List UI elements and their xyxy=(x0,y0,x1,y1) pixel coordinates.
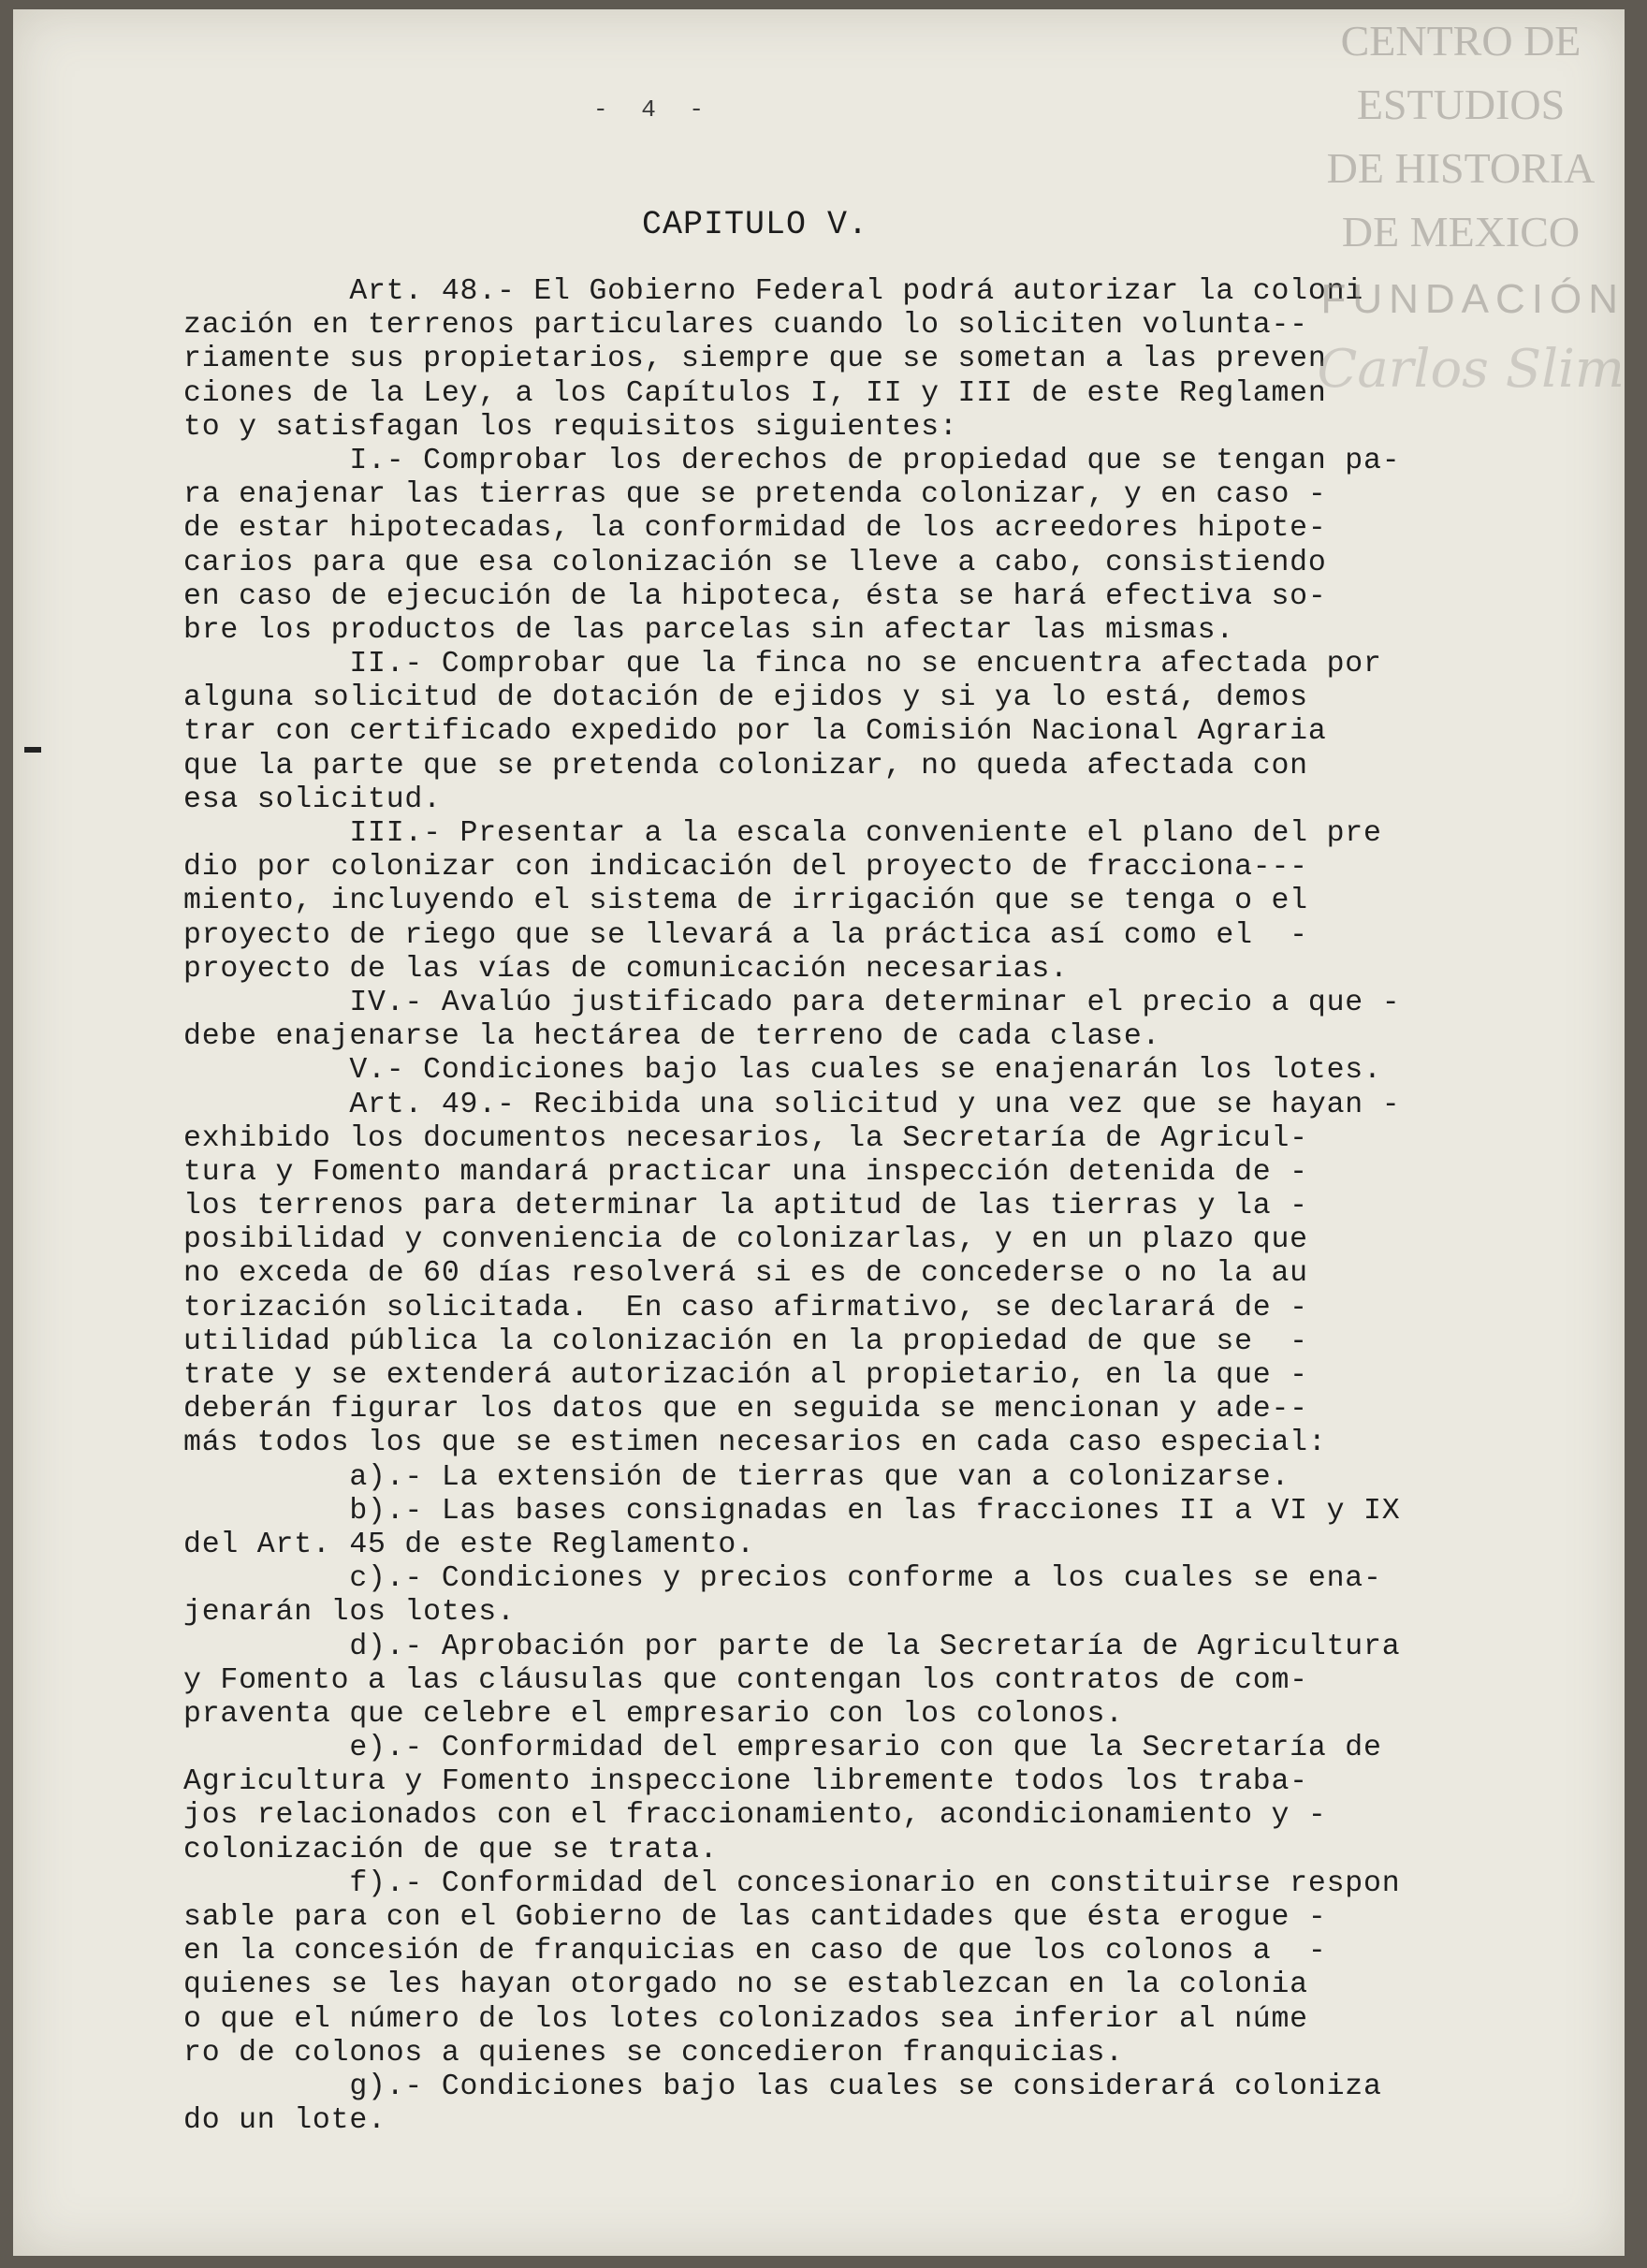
text-line: do un lote. xyxy=(183,2104,386,2138)
watermark-line: CENTRO DE xyxy=(1340,17,1581,65)
text-line: zación en terrenos particulares cuando lo soliciten volunta-- xyxy=(183,309,1308,343)
text-line: IV.- Avalúo justificado para determinar el precio a que - xyxy=(183,986,1401,1019)
text-line: ro de colonos a quienes se concedieron franquicias. xyxy=(183,2036,1124,2070)
text-line: riamente sus propietarios, siempre que se sometan a las preven xyxy=(183,343,1327,376)
text-line: colonización de que se trata. xyxy=(183,1833,719,1866)
text-line: to y satisfagan los requisitos siguientes: xyxy=(183,410,958,444)
text-line: b).- Las bases consignadas en las fracciones II a VI y IX xyxy=(183,1494,1401,1528)
text-line: sable para con el Gobierno de las cantidades que ésta erogue - xyxy=(183,1901,1327,1934)
text-line: proyecto de las vías de comunicación necesarias. xyxy=(183,952,1069,986)
watermark-line: ESTUDIOS xyxy=(1356,80,1566,128)
text-line: e).- Conformidad del empresario con que la Secretaría de xyxy=(183,1732,1382,1765)
text-line: quienes se les hayan otorgado no se establezcan en la colonia xyxy=(183,1968,1308,2002)
text-line: de estar hipotecadas, la conformidad de los acreedores hipote- xyxy=(183,512,1327,546)
text-line: y Fomento a las cláusulas que contengan los contratos de com- xyxy=(183,1663,1308,1697)
text-line: miento, incluyendo el sistema de irrigación que se tenga o el xyxy=(183,885,1308,918)
document-page xyxy=(13,9,1625,2256)
text-line: bre los productos de las parcelas sin afectar las mismas. xyxy=(183,613,1235,647)
watermark-signature: Carlos Slim xyxy=(1317,339,1625,400)
text-line: trate y se extenderá autorización al propietario, en la que - xyxy=(183,1359,1308,1392)
text-line: a).- La extensión de tierras que van a colonizarse. xyxy=(183,1460,1290,1494)
text-line: tura y Fomento mandará practicar una inspección detenida de - xyxy=(183,1155,1308,1189)
text-line: alguna solicitud de dotación de ejidos y si ya lo está, demos xyxy=(183,681,1308,715)
text-line: jenarán los lotes. xyxy=(183,1596,516,1630)
text-line: Art. 49.- Recibida una solicitud y una vez que se hayan - xyxy=(183,1088,1401,1121)
text-line: esa solicitud. xyxy=(183,783,442,816)
text-line: que la parte que se pretenda colonizar, no queda afectada con xyxy=(183,749,1308,783)
text-line: más todos los que se estimen necesarios en cada caso especial: xyxy=(183,1427,1327,1460)
text-line: en la concesión de franquicias en caso de que los colonos a - xyxy=(183,1935,1327,1968)
text-line: posibilidad y conveniencia de colonizarlas, y en un plazo que xyxy=(183,1223,1308,1257)
text-line: g).- Condiciones bajo las cuales se considerará coloniza xyxy=(183,2070,1382,2103)
text-line: proyecto de riego que se llevará a la práctica así como el - xyxy=(183,918,1308,952)
text-line: no exceda de 60 días resolverá si es de concederse o no la au xyxy=(183,1257,1308,1291)
text-line: torización solicitada. En caso afirmativo, se declarará de - xyxy=(183,1291,1308,1324)
text-line: o que el número de los lotes colonizados sea inferior al núme xyxy=(183,2002,1308,2036)
text-line: III.- Presentar a la escala conveniente el plano del pre xyxy=(183,817,1382,850)
text-line: Agricultura y Fomento inspeccione libremente todos los traba- xyxy=(183,1765,1308,1799)
margin-mark xyxy=(24,747,41,753)
text-line: ra enajenar las tierras que se pretenda colonizar, y en caso - xyxy=(183,478,1327,512)
text-line: II.- Comprobar que la finca no se encuentra afectada por xyxy=(183,648,1382,681)
text-line: dio por colonizar con indicación del proyecto de fracciona--- xyxy=(183,851,1308,885)
watermark-line: DE HISTORIA xyxy=(1326,144,1596,192)
text-line: en caso de ejecución de la hipoteca, ésta se hará efectiva so- xyxy=(183,579,1327,613)
chapter-heading: CAPITULO V. xyxy=(642,206,869,243)
text-line: exhibido los documentos necesarios, la Secretaría de Agricul- xyxy=(183,1121,1308,1155)
text-line: praventa que celebre el empresario con los colonos. xyxy=(183,1697,1124,1731)
text-line: I.- Comprobar los derechos de propiedad que se tengan pa- xyxy=(183,444,1401,477)
text-line: trar con certificado expedido por la Comisión Nacional Agraria xyxy=(183,715,1327,749)
body-text xyxy=(183,275,1494,2138)
text-line: Art. 48.- El Gobierno Federal podrá autorizar la coloni xyxy=(183,275,1363,308)
text-line: d).- Aprobación por parte de la Secretaría de Agricultura xyxy=(183,1630,1401,1663)
text-line: deberán figurar los datos que en seguida se mencionan y ade-- xyxy=(183,1393,1308,1427)
watermark-line: DE MEXICO xyxy=(1341,208,1581,256)
text-line: f).- Conformidad del concesionario en constituirse respon xyxy=(183,1866,1401,1900)
text-line: utilidad pública la colonización en la propiedad de que se - xyxy=(183,1324,1308,1358)
text-line: los terrenos para determinar la aptitud de las tierras y la - xyxy=(183,1190,1308,1223)
text-line: debe enajenarse la hectárea de terreno de cada clase. xyxy=(183,1020,1161,1054)
archive-watermark xyxy=(1297,9,1625,264)
page-number: - 4 - xyxy=(593,95,714,124)
text-line: V.- Condiciones bajo las cuales se enajenarán los lotes. xyxy=(183,1054,1382,1088)
watermark-fundacion: FUNDACIÓN xyxy=(1320,276,1625,322)
text-line: del Art. 45 de este Reglamento. xyxy=(183,1528,755,1561)
text-line: ciones de la Ley, a los Capítulos I, II y III de este Reglamen xyxy=(183,376,1327,410)
text-line: carios para que esa colonización se lleve a cabo, consistiendo xyxy=(183,546,1327,579)
text-line: c).- Condiciones y precios conforme a los cuales se ena- xyxy=(183,1562,1382,1596)
text-line: jos relacionados con el fraccionamiento, acondicionamiento y - xyxy=(183,1799,1327,1833)
